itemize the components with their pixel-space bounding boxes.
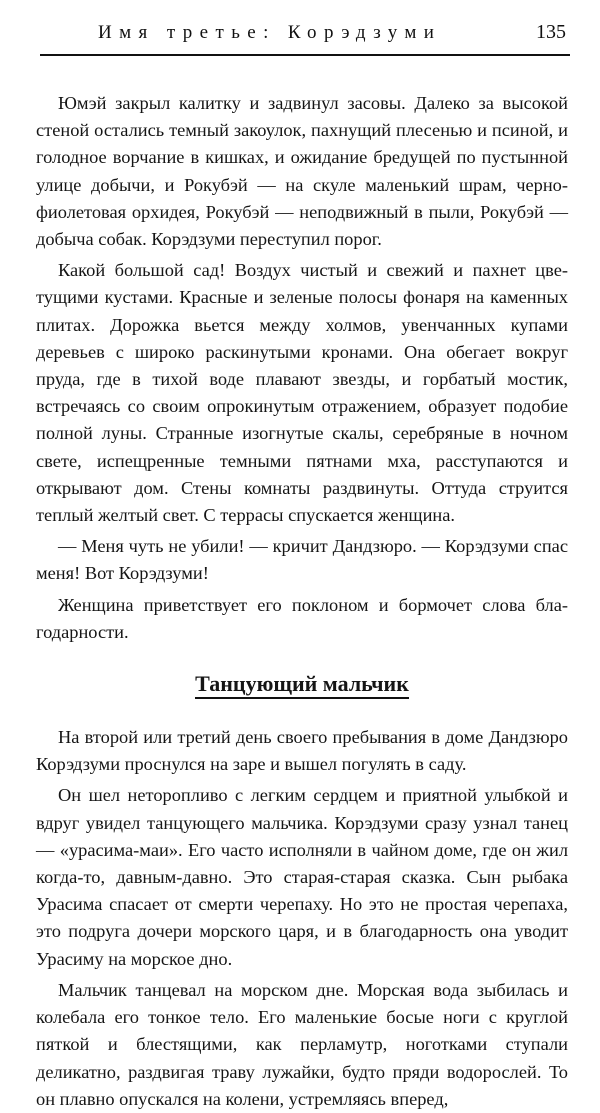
paragraph: Какой большой сад! Воздух чистый и свежий и пахнет цветущими кустами. Красные и зеленые полосы фонаря на каменных плитах. Дорожка вьется между холмов, увенчанных купами деревьев с широко раскинутыми кронами. Она обегает вокруг пруда, где в тихой воде плавают звезды, и горбатый мостик, встречаясь со своим опрокинутым отражением, образует подобие полной луны. Странные изогнутые скалы, серебряные в ночном свете, испещренные темными пятнами мха, расступаются и открывают дом. Стены комнаты раздвинуты. Оттуда струится теплый желтый свет. С террасы спускается женщина. [36,260,568,526]
body-text [36,90,568,1113]
paragraph: Мальчик танцевал на морском дне. Морская вода зыбилась и колебала его тонкое тело. Его маленькие босые ноги с круглой пяткой и блестящими, как перламутр, ноготками ступали деликатно, раздвигая траву лужайки, будто пряди водорослей. То он плавно опускался на колени, устремляясь вперед, [36,979,568,1109]
page-number: 135 [536,21,566,43]
section-heading-text: Танцующий мальчик [195,671,409,699]
paragraph: Он шел неторопливо с легким сердцем и приятной улыбкой и вдруг увидел танцующего мальчика. Корэдзуми сразу узнал танец — «урасима-маи». Его часто исполняли в чайном доме, где он жил когда-то, давным-давно. Это старая-старая сказка. Сын рыбака Урасима спасает от смерти черепаху. Но это не простая черепаха, это подруга дочери морского царя, и в благодарность она уводит Урасиму на морское дно. [36,785,568,969]
running-title: Имя третье: Корэдзуми [98,22,442,43]
paragraph: — Меня чуть не убили! — кричит Дандзюро. — Корэдзуми спас меня! Вот Корэдзуми! [36,536,568,584]
paragraph: Юмэй закрыл калитку и задвинул засовы. Далеко за высокой стеной остались темный закоулок, пахнущий плесенью и псиной, и голодное ворчание в кишках, и ожидание бредущей по пустынной улице добычи, и Рокубэй — на скуле маленький шрам, черно-фиолетовая орхидея, Рокубэй — неподвижный в пыли, Рокубэй — добыча собак. Корэдзуми переступил порог. [36,93,568,250]
paragraph: Женщина приветствует его поклоном и бормочет слова благодарности. [36,594,568,642]
section-heading [36,670,568,698]
paragraph: На второй или третий день своего пребывания в доме Дандзюро Корэдзуми проснулся на заре и вышел погулять в саду. [36,727,568,775]
running-header [40,14,570,56]
